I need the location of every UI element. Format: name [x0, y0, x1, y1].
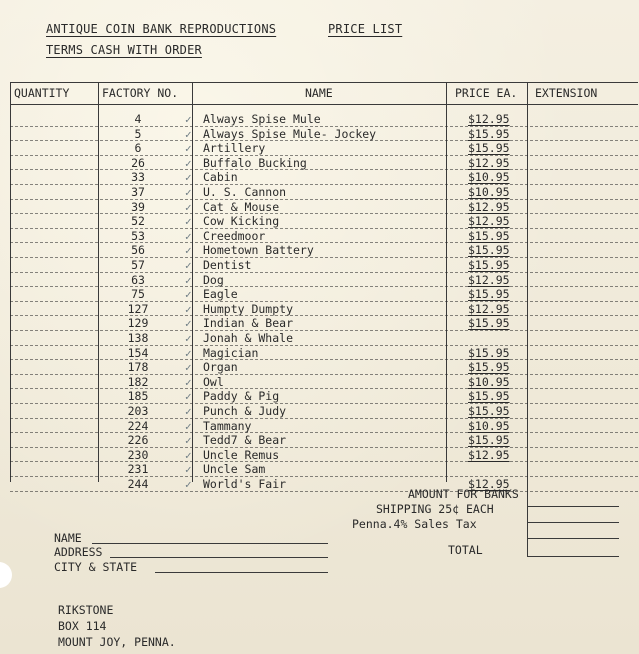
table-row: [10, 477, 638, 492]
table-row: [10, 170, 638, 185]
table-row: [10, 200, 638, 215]
table-row: [10, 112, 638, 127]
table-row: [10, 448, 638, 463]
check-mark-icon: ✓: [185, 419, 192, 433]
unit-price: $12.95: [468, 155, 510, 170]
bank-name: Jonah & Whale: [203, 331, 294, 345]
sales-tax-line: Penna.4% Sales Tax: [352, 517, 477, 531]
bank-name: Uncle Sam: [203, 462, 266, 477]
check-mark-icon: ✓: [185, 390, 192, 404]
check-mark-icon: ✓: [185, 244, 192, 258]
bank-name: Humpty Dumpty: [203, 301, 294, 316]
table-row: [10, 243, 638, 258]
check-mark-icon: ✓: [185, 434, 192, 448]
check-mark-icon: ✓: [185, 332, 192, 345]
unit-price: $12.95: [468, 301, 510, 316]
bank-name: Tedd7 & Bear: [203, 433, 287, 448]
unit-price: $12.95: [468, 477, 510, 491]
bank-name: Paddy & Pig: [203, 389, 280, 404]
bank-name: Buffalo Bucking: [203, 155, 307, 170]
table-row: [10, 141, 638, 156]
bank-name: Cow Kicking: [203, 214, 280, 229]
seller-city: MOUNT JOY, PENNA.: [58, 635, 176, 649]
factory-number: 129: [127, 316, 149, 331]
factory-number: 57: [131, 258, 145, 272]
factory-number: 6: [134, 141, 142, 156]
unit-price: $12.95: [468, 447, 510, 462]
name-label: NAME: [54, 531, 82, 545]
name-field[interactable]: [92, 543, 328, 544]
check-mark-icon: ✓: [185, 405, 192, 418]
unit-price: $12.95: [468, 199, 510, 214]
table-row: [10, 156, 638, 171]
bank-name: Indian & Bear: [203, 316, 294, 331]
factory-number: 26: [131, 155, 145, 170]
factory-number: 244: [127, 477, 149, 491]
check-mark-icon: ✓: [185, 127, 192, 141]
table-row: [10, 360, 638, 375]
bank-name: Always Spise Mule: [203, 112, 321, 126]
city-state-field[interactable]: [155, 572, 328, 573]
factory-number: 185: [127, 389, 149, 404]
extension-rule: [527, 506, 619, 507]
factory-number: 75: [131, 287, 145, 302]
factory-number: 53: [131, 228, 145, 243]
table-row: [10, 287, 638, 302]
unit-price: $10.95: [468, 418, 510, 433]
total-label: TOTAL: [448, 543, 483, 557]
unit-price: $15.95: [468, 389, 510, 404]
bank-name: Organ: [203, 360, 238, 375]
factory-number: 224: [127, 418, 149, 433]
shipping-line: SHIPPING 25¢ EACH: [376, 502, 494, 516]
address-label: ADDRESS: [54, 545, 103, 559]
bank-name: Creedmoor: [203, 228, 266, 243]
extension-rule: [527, 538, 619, 539]
bank-name: Tammany: [203, 418, 252, 433]
factory-number: 182: [127, 374, 149, 389]
table-row: [10, 375, 638, 390]
check-mark-icon: ✓: [185, 113, 192, 126]
bank-name: Uncle Remus: [203, 447, 280, 462]
table-row: [10, 127, 638, 142]
factory-number: 56: [131, 243, 145, 258]
factory-number: 178: [127, 360, 149, 375]
unit-price: $15.95: [468, 126, 510, 141]
col-factory-no: FACTORY NO.: [102, 86, 179, 100]
check-mark-icon: ✓: [185, 273, 192, 287]
table-row: [10, 229, 638, 244]
check-mark-icon: ✓: [185, 142, 192, 156]
city-state-label: CITY & STATE: [54, 560, 138, 574]
col-price: PRICE EA.: [455, 86, 518, 100]
factory-number: 138: [127, 331, 149, 345]
unit-price: $15.95: [468, 258, 510, 272]
unit-price: $15.95: [468, 433, 510, 448]
seller-name: RIKSTONE: [58, 603, 114, 617]
price-list-heading: PRICE LIST: [328, 22, 403, 36]
table-row: [10, 316, 638, 331]
unit-price: $15.95: [468, 345, 510, 360]
col-name: NAME: [305, 86, 333, 100]
bank-name: U. S. Cannon: [203, 185, 287, 199]
check-mark-icon: ✓: [185, 317, 192, 331]
table-top-rule: [10, 82, 638, 83]
unit-price: $12.95: [468, 272, 510, 287]
bank-name: Always Spise Mule- Jockey: [203, 126, 377, 141]
factory-number: 230: [127, 447, 149, 462]
unit-price: $15.95: [468, 404, 510, 418]
unit-price: $10.95: [468, 374, 510, 389]
col-quantity: QUANTITY: [14, 86, 70, 100]
factory-number: 39: [131, 199, 145, 214]
bank-name: Cabin: [203, 170, 238, 185]
unit-price: $15.95: [468, 141, 510, 156]
check-mark-icon: ✓: [185, 215, 192, 229]
extension-rule: [527, 556, 619, 557]
factory-number: 154: [127, 345, 149, 360]
unit-price: $10.95: [468, 185, 510, 199]
document-title: ANTIQUE COIN BANK REPRODUCTIONS: [46, 22, 277, 36]
table-row: [10, 346, 638, 361]
factory-number: 52: [131, 214, 145, 229]
factory-number: 203: [127, 404, 149, 418]
factory-number: 127: [127, 301, 149, 316]
check-mark-icon: ✓: [185, 259, 192, 272]
table-row: [10, 185, 638, 200]
bank-name: Cat & Mouse: [203, 199, 280, 214]
bank-name: Eagle: [203, 287, 238, 302]
bank-name: Punch & Judy: [203, 404, 287, 418]
check-mark-icon: ✓: [185, 186, 192, 199]
check-mark-icon: ✓: [185, 448, 192, 462]
row-rule: [10, 491, 638, 492]
unit-price: $15.95: [468, 243, 510, 258]
factory-number: 4: [134, 112, 142, 126]
bank-name: Dog: [203, 272, 224, 287]
factory-number: 33: [131, 170, 145, 185]
table-row: [10, 433, 638, 448]
bank-name: Owl: [203, 374, 224, 389]
address-field[interactable]: [110, 557, 328, 558]
factory-number: 37: [131, 185, 145, 199]
bank-name: Magician: [203, 345, 259, 360]
unit-price: $15.95: [468, 360, 510, 375]
bank-name: Artillery: [203, 141, 266, 156]
table-row: [10, 214, 638, 229]
unit-price: $12.95: [468, 112, 510, 126]
factory-number: 5: [134, 126, 142, 141]
punch-hole: [0, 562, 12, 588]
check-mark-icon: ✓: [185, 171, 192, 185]
extension-rule: [527, 522, 619, 523]
table-row: [10, 389, 638, 404]
unit-price: $12.95: [468, 214, 510, 229]
unit-price: $15.95: [468, 228, 510, 243]
col-extension: EXTENSION: [535, 86, 598, 100]
bank-name: World's Fair: [203, 477, 287, 491]
table-row: [10, 404, 638, 419]
price-table: [10, 82, 638, 557]
table-row: [10, 302, 638, 317]
table-row: [10, 462, 638, 477]
check-mark-icon: ✓: [185, 463, 192, 477]
check-mark-icon: ✓: [185, 375, 192, 389]
unit-price: $15.95: [468, 316, 510, 331]
seller-box: BOX 114: [58, 619, 107, 633]
table-row: [10, 331, 638, 346]
table-row: [10, 273, 638, 288]
unit-price: $10.95: [468, 170, 510, 185]
amount-for-banks: AMOUNT FOR BANKS: [408, 487, 519, 501]
check-mark-icon: ✓: [185, 200, 192, 214]
check-mark-icon: ✓: [185, 478, 192, 491]
bank-name: Hometown Battery: [203, 243, 314, 258]
bank-name: Dentist: [203, 258, 252, 272]
check-mark-icon: ✓: [185, 229, 192, 243]
check-mark-icon: ✓: [185, 156, 192, 170]
factory-number: 226: [127, 433, 149, 448]
check-mark-icon: ✓: [185, 361, 192, 375]
factory-number: 231: [127, 462, 149, 477]
table-row: [10, 419, 638, 434]
table-row: [10, 258, 638, 273]
terms-line: TERMS CASH WITH ORDER: [46, 43, 202, 57]
check-mark-icon: ✓: [185, 288, 192, 302]
header-rule: [10, 104, 638, 105]
check-mark-icon: ✓: [185, 346, 192, 360]
factory-number: 63: [131, 272, 145, 287]
check-mark-icon: ✓: [185, 302, 192, 316]
unit-price: $15.95: [468, 287, 510, 302]
